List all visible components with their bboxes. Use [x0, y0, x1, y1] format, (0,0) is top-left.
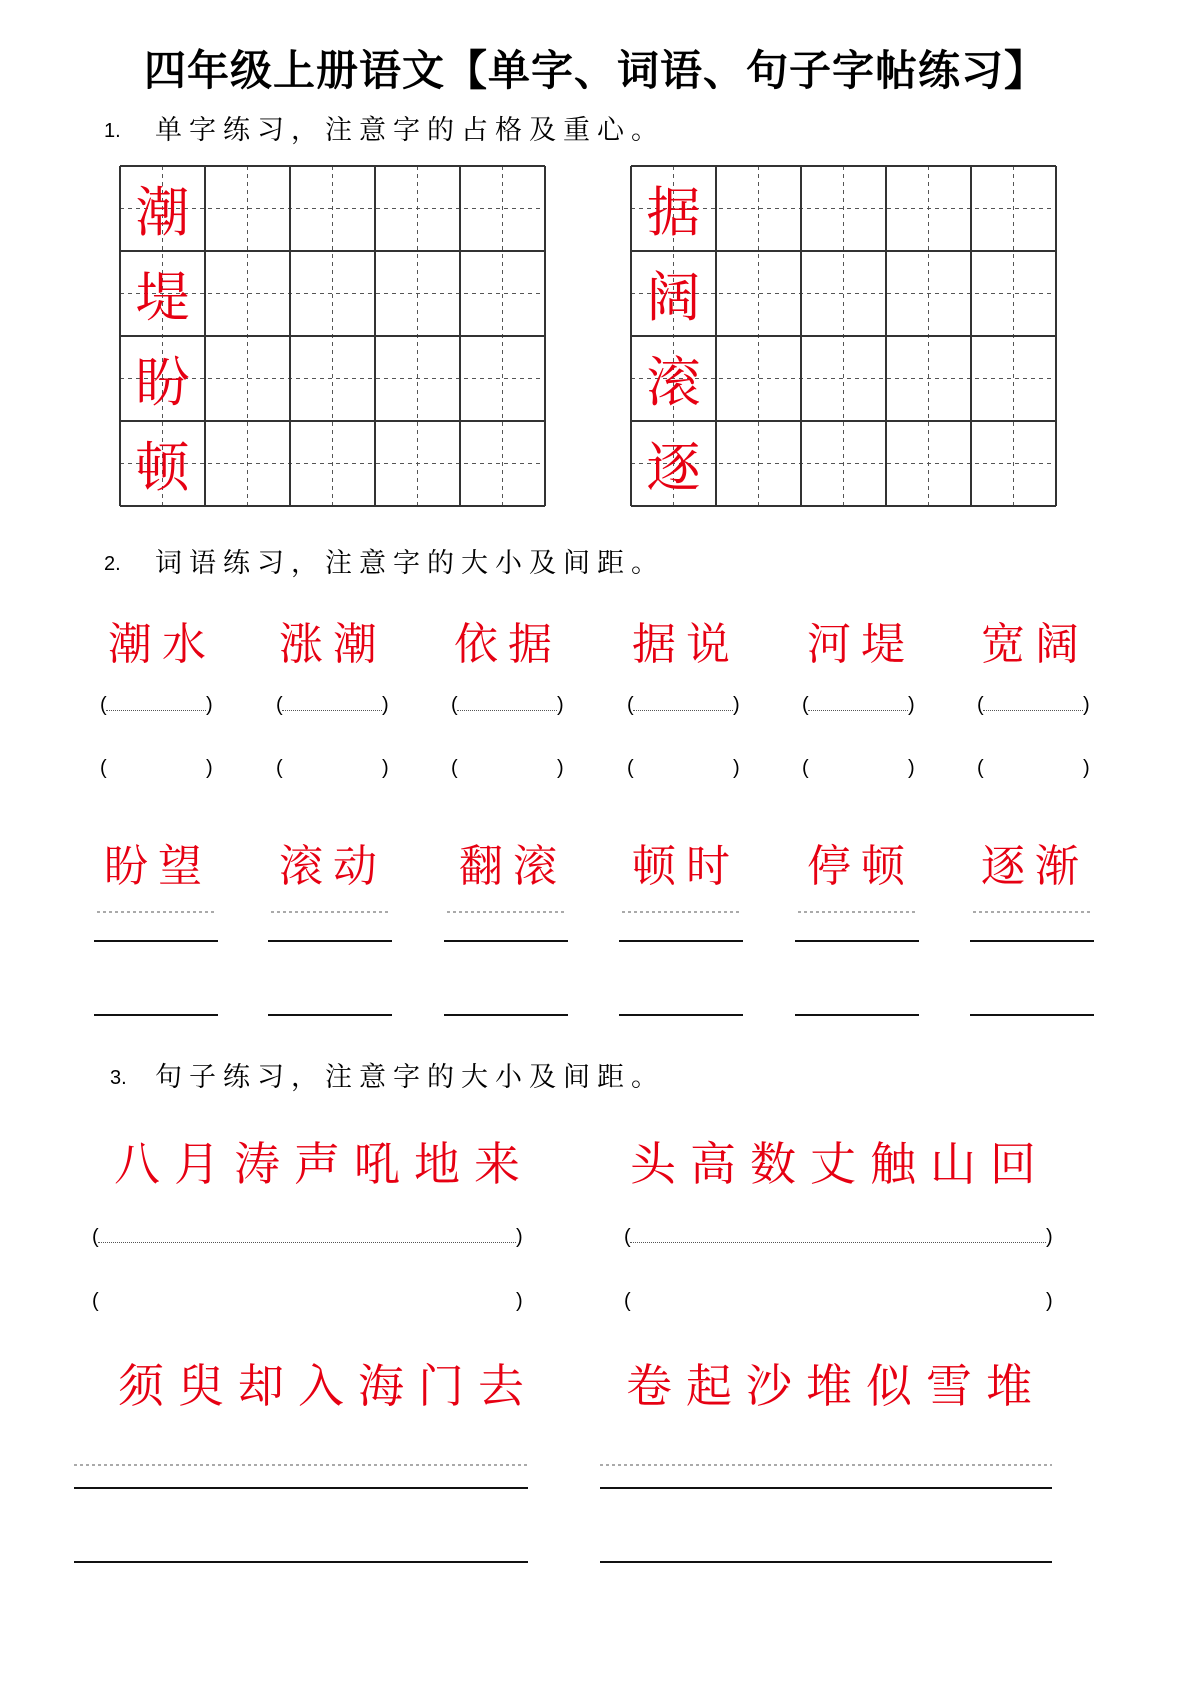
word-paren-guided-open: ( — [802, 694, 809, 716]
word-paren-guided-close: ) — [1083, 694, 1090, 716]
word-paren-guided-guide — [106, 710, 206, 711]
sentence-paren-guided-guide — [630, 1242, 1046, 1243]
grid-char: 阔 — [646, 266, 701, 329]
practice-word: 翻滚 — [459, 841, 567, 892]
word-paren-blank-open: ( — [977, 757, 984, 779]
word-paren-guided-close: ) — [382, 694, 389, 716]
grid-char: 顿 — [135, 436, 190, 499]
section-1-instruction: 单字练习，注意字的占格及重心。 — [155, 115, 665, 146]
word-paren-blank-open: ( — [627, 757, 634, 779]
sentence-paren-blank-open: ( — [92, 1290, 99, 1312]
section-2-number: 2. — [104, 553, 121, 575]
practice-sentence: 头高数丈触山回 — [630, 1137, 1050, 1191]
grid-char: 潮 — [135, 181, 190, 244]
grid-char: 盼 — [135, 351, 190, 414]
word-paren-guided-close: ) — [206, 694, 213, 716]
grid-char: 堤 — [135, 266, 190, 329]
word-paren-guided-guide — [457, 710, 557, 711]
practice-word: 盼望 — [104, 841, 212, 892]
word-paren-guided-close: ) — [557, 694, 564, 716]
practice-word: 滚动 — [279, 841, 387, 892]
word-paren-guided-open: ( — [451, 694, 458, 716]
word-paren-guided-close: ) — [733, 694, 740, 716]
section-3-number: 3. — [110, 1067, 127, 1089]
writing-lines — [0, 880, 1191, 1580]
sentence-paren-blank-open: ( — [624, 1290, 631, 1312]
word-paren-guided-open: ( — [276, 694, 283, 716]
word-paren-guided-open: ( — [977, 694, 984, 716]
word-paren-blank-close: ) — [557, 757, 564, 779]
practice-word: 依据 — [454, 619, 562, 670]
word-paren-blank-open: ( — [802, 757, 809, 779]
word-paren-blank-open: ( — [100, 757, 107, 779]
grid-char: 逐 — [646, 436, 701, 499]
word-paren-blank-close: ) — [1083, 757, 1090, 779]
word-paren-blank-open: ( — [276, 757, 283, 779]
practice-sentence: 八月涛声吼地来 — [114, 1137, 534, 1191]
practice-word: 停顿 — [807, 841, 915, 892]
sentence-paren-guided-open: ( — [92, 1226, 99, 1248]
practice-word: 涨潮 — [279, 619, 387, 670]
sentence-paren-guided-close: ) — [1046, 1226, 1053, 1248]
grid-char: 滚 — [646, 351, 701, 414]
sentence-paren-guided-guide — [98, 1242, 516, 1243]
section-3-instruction: 句子练习，注意字的大小及间距。 — [155, 1062, 665, 1093]
word-writing-lines — [94, 912, 1094, 1015]
word-paren-guided-guide — [983, 710, 1083, 711]
word-paren-blank-close: ) — [908, 757, 915, 779]
word-paren-blank-close: ) — [733, 757, 740, 779]
practice-word: 宽阔 — [981, 619, 1089, 670]
sentence-paren-guided-open: ( — [624, 1226, 631, 1248]
grid-char: 据 — [646, 181, 701, 244]
practice-word: 据说 — [632, 619, 740, 670]
sentence-paren-blank-close: ) — [516, 1290, 523, 1312]
practice-word: 河堤 — [807, 619, 915, 670]
word-paren-guided-guide — [633, 710, 733, 711]
practice-word: 顿时 — [632, 841, 740, 892]
word-paren-blank-open: ( — [451, 757, 458, 779]
section-1-number: 1. — [104, 120, 121, 142]
word-paren-guided-open: ( — [100, 694, 107, 716]
practice-sentence: 须臾却入海门去 — [118, 1359, 538, 1413]
sentence-paren-blank-close: ) — [1046, 1290, 1053, 1312]
section-2-instruction: 词语练习，注意字的大小及间距。 — [155, 548, 665, 579]
practice-word: 逐渐 — [981, 841, 1089, 892]
page-title: 四年级上册语文【单字、词语、句子字帖练习】 — [143, 46, 1047, 95]
word-paren-guided-open: ( — [627, 694, 634, 716]
sentence-paren-guided-close: ) — [516, 1226, 523, 1248]
word-paren-guided-close: ) — [908, 694, 915, 716]
practice-sentence: 卷起沙堆似雪堆 — [626, 1359, 1046, 1413]
word-paren-guided-guide — [282, 710, 382, 711]
word-paren-blank-close: ) — [206, 757, 213, 779]
practice-word: 潮水 — [108, 619, 216, 670]
word-paren-guided-guide — [808, 710, 908, 711]
sentence-writing-lines — [74, 1465, 1052, 1562]
word-paren-blank-close: ) — [382, 757, 389, 779]
